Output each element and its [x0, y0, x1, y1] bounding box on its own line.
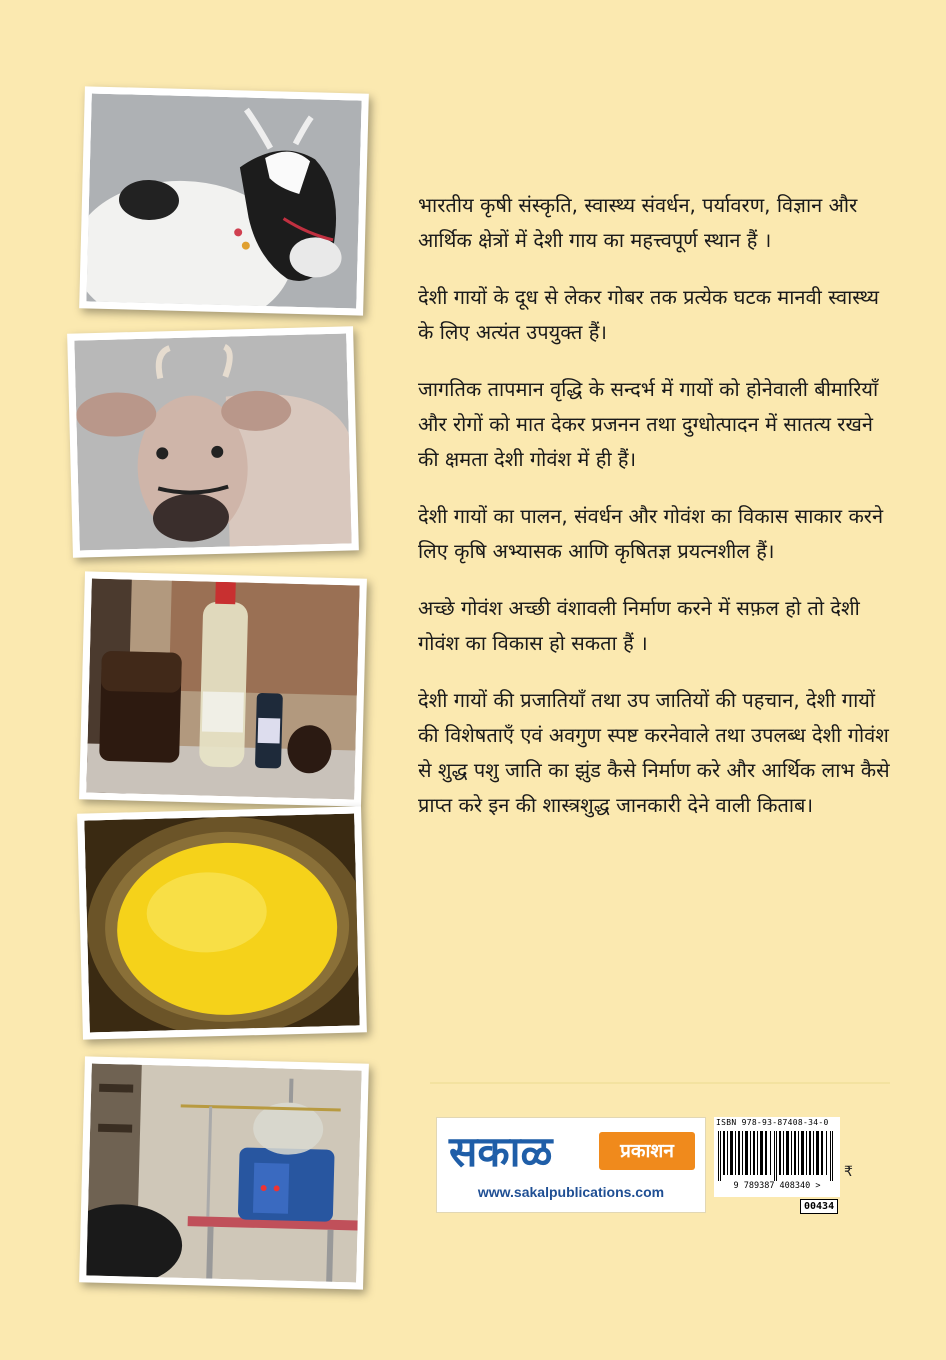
white-cow-photo: [79, 86, 369, 315]
paragraph: देशी गायों की प्रजातियाँ तथा उप जातियों की पहचान, देशी गायों की विशेषताएँ एवं अवगुण स्पष्ट करनेवाले तथा उपलब्ध देशी गोवंश से शुद्ध पशु जाति का झुंड कैसे निर्माण करे और आर्थिक लाभ कैसे प्राप्त करे इन की शास्त्रशुद्ध जानकारी देने वाली किताब।: [418, 688, 890, 817]
isbn-barcode: [714, 1117, 840, 1197]
logo-wordmark: सकाळ: [449, 1127, 553, 1176]
description-text: [418, 188, 898, 845]
paragraph: देशी गायों का पालन, संवर्धन और गोवंश का विकास साकार करने लिए कृषि अभ्यासक आणि कृषितज्ञ प्रयत्नशील हैं।: [418, 504, 884, 563]
ghee-photo: [77, 806, 367, 1039]
distillation-photo: [79, 1056, 369, 1289]
rupee-icon: ₹: [844, 1164, 853, 1180]
logo-tag: प्रकाशन: [599, 1132, 695, 1170]
publisher-url: www.sakalpublications.com: [477, 1184, 665, 1200]
paragraph: देशी गायों के दूध से लेकर गोबर तक प्रत्येक घटक मानवी स्वास्थ्य के लिए अत्यंत उपयुक्त हैं।: [418, 285, 879, 344]
publisher-logo: [436, 1117, 706, 1213]
bottles-photo: [79, 571, 367, 806]
paragraph: जागतिक तापमान वृद्धि के सन्दर्भ में गायों को होनेवाली बीमारियाँ और रोगों को मात देकर प्रजनन तथा दुग्धोत्पादन में सातत्य रखने की क्षमता देशी गोवंश में ही हैं।: [418, 377, 879, 471]
barcode-bars: [718, 1131, 836, 1181]
paragraph: भारतीय कृषी संस्कृति, स्वास्थ्य संवर्धन, पर्यावरण, विज्ञान और आर्थिक क्षेत्रों में देशी गाय का महत्त्वपूर्ण स्थान हैं ।: [418, 193, 858, 252]
price-code: 00434: [800, 1199, 838, 1214]
barcode-digits: 9 789387 408340 >: [733, 1181, 821, 1191]
paragraph: अच्छे गोवंश अच्छी वंशावली निर्माण करने में सफ़ल हो तो देशी गोवंश का विकास हो सकता हैं ।: [418, 596, 860, 655]
isbn-text: ISBN 978-93-87408-34-0: [716, 1118, 829, 1127]
brown-cow-photo: [67, 326, 359, 557]
divider: [430, 1082, 890, 1084]
